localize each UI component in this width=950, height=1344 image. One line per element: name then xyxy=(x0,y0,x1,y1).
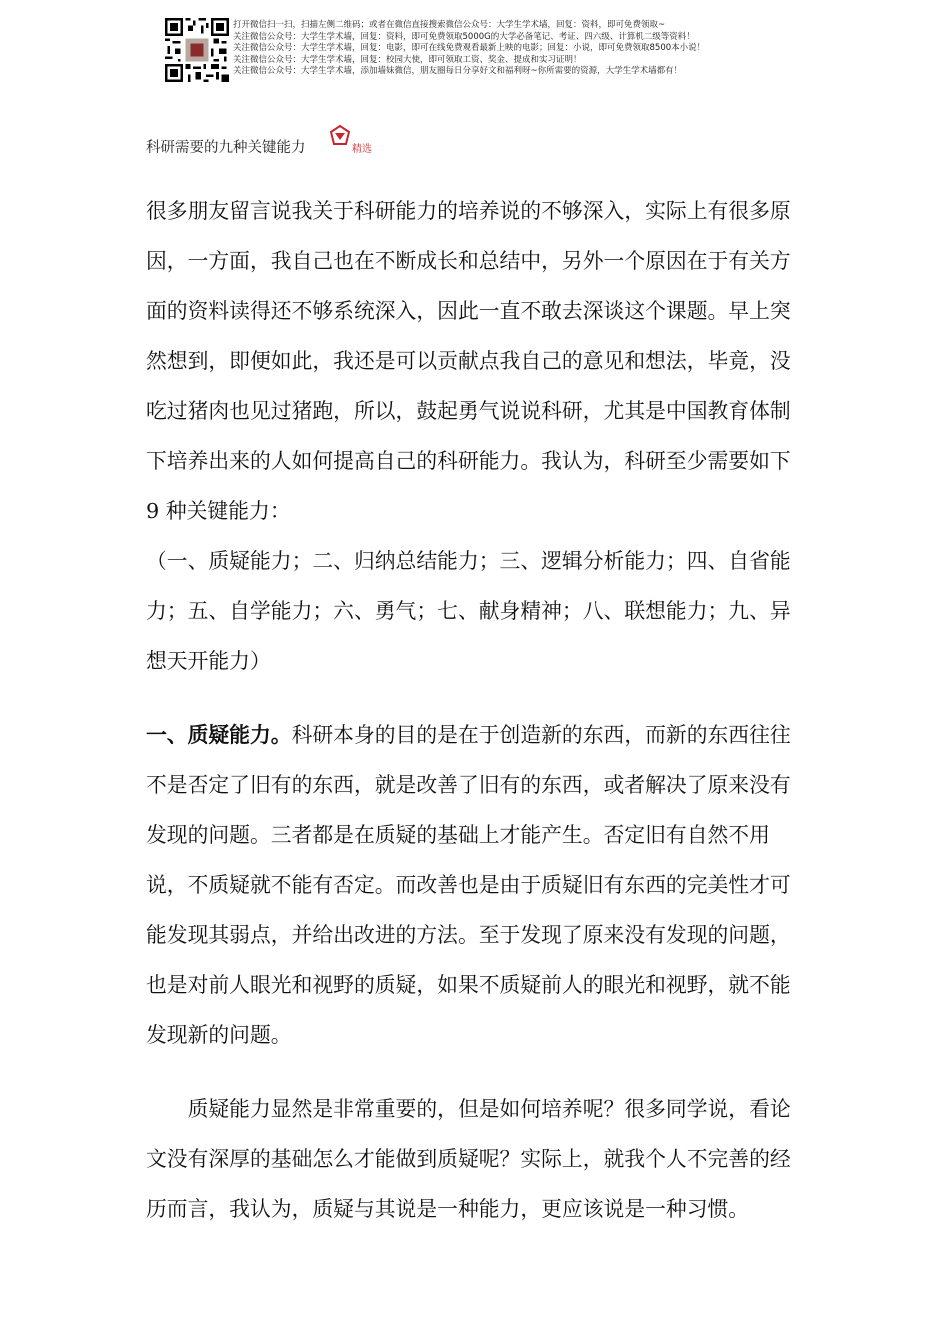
promo-lines xyxy=(233,20,705,78)
promo-line: 关注微信公众号：大学生学术墙，回复：资料，即可免费领取5000G的大学必备笔记、考证、四六级、计算机二级等资料！ xyxy=(233,31,695,42)
section-1-followup-paragraph: 质疑能力显然是非常重要的，但是如何培养呢？很多同学说，看论文没有深厚的基础怎么才能做到质疑呢？实际上，就我个人不完善的经历而言，我认为，质疑与其说是一种能力，更应该说是一种习惯。 xyxy=(146,1097,791,1221)
section-1-text: 科研本身的目的是在于创造新的东西，而新的东西往往不是否定了旧有的东西，就是改善了旧有的东西，或者解决了原来没有发现的问题。三者都是在质疑的基础上才能产生。否定旧有自然不用说，不质疑就不能有否定。而改善也是由于质疑旧有东西的完美性才可能发现其弱点，并给出改进的方法。至于发现了原来没有发现的问题，也是对前人眼光和视野的质疑，如果不质疑前人的眼光和视野，就不能发现新的问题。 xyxy=(146,723,791,1047)
abilities-list-paragraph: （一、质疑能力；二、归纳总结能力；三、逻辑分析能力；四、自省能力；五、自学能力；六、勇气；七、献身精神；八、联想能力；九、异想天开能力） xyxy=(146,549,791,673)
promo-header xyxy=(165,18,865,88)
article-body xyxy=(146,186,808,1234)
featured-badge-icon xyxy=(328,124,352,148)
promo-line: 关注微信公众号：大学生学术墙，回复：电影，即可在线免费观看最新上映的电影；回复：小说，即可免费领取8500本小说！ xyxy=(233,43,706,54)
promo-line: 关注微信公众号：大学生学术墙，添加墙妹微信，朋友圈每日分享好文和福利呀~你所需要的资源，大学生学术墙都有！ xyxy=(233,66,683,77)
section-1-paragraph xyxy=(146,710,808,1060)
document-title: 科研需要的九种关键能力 xyxy=(146,140,306,156)
promo-line: 打开微信扫一扫，扫描左侧二维码；或者在微信直接搜索微信公众号：大学生学术墙，回复：资料，即可免费领取~ xyxy=(233,20,666,30)
featured-badge-label: 精选 xyxy=(352,144,372,155)
section-1-heading: 一、质疑能力。 xyxy=(146,722,292,747)
promo-line: 关注微信公众号：大学生学术墙，回复：校园大使，即可领取工资、奖金、提成和实习证明！ xyxy=(233,54,582,65)
intro-paragraph: 很多朋友留言说我关于科研能力的培养说的不够深入，实际上有很多原因，一方面，我自己也在不断成长和总结中，另外一个原因在于有关方面的资料读得还不够系统深入，因此一直不敢去深谈这个课题。早上突然想到，即便如此，我还是可以贡献点我自己的意见和想法，毕竟，没吃过猪肉也见过猪跑，所以，鼓起勇气说说科研，尤其是中国教育体制下培养出来的人如何提高自己的科研能力。我认为，科研至少需要如下 9 种关键能力： xyxy=(146,199,791,523)
qr-code-icon xyxy=(165,18,229,82)
